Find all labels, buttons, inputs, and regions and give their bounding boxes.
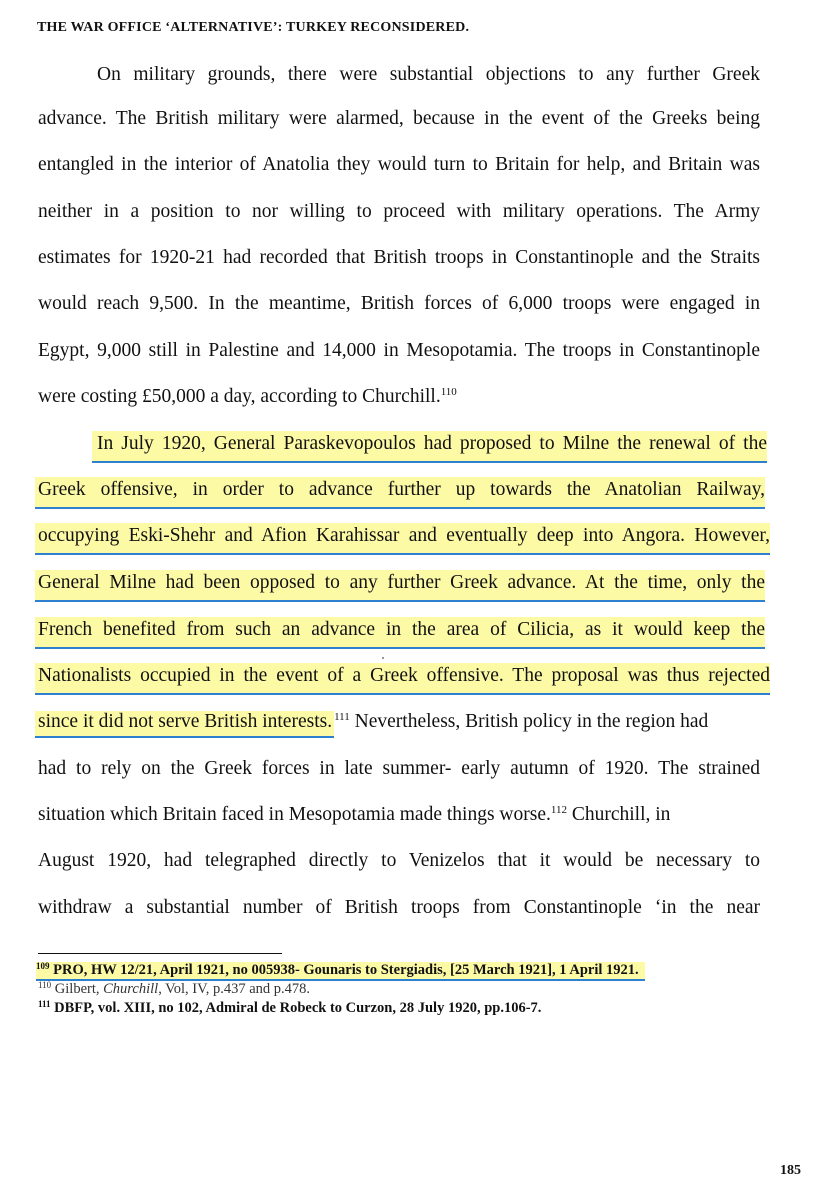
- footnote-109: [36, 962, 645, 979]
- highlighted-line-6: Nationalists occupied in the event of a Greek offensive. The proposal was thus rejected: [35, 663, 770, 695]
- paragraph2-line-7: [35, 709, 762, 735]
- paragraph1-line-6: would reach 9,500. In the meantime, British forces of 6,000 troops were engaged in: [38, 293, 760, 314]
- highlighted-line-7: since it did not serve British interests.: [35, 711, 334, 738]
- footnote-109-highlight: [36, 962, 645, 981]
- footnote-110-text-after: , Vol, IV, p.437 and p.478.: [158, 981, 311, 997]
- footnote-ref-112: 112: [550, 804, 567, 816]
- footnote-111-text: DBFP, vol. XIII, no 102, Admiral de Robeck to Curzon, 28 July 1920, pp.106-7.: [50, 1000, 542, 1016]
- paragraph1-line-5: estimates for 1920-21 had recorded that British troops in Constantinople and the Straits: [38, 247, 760, 268]
- footnote-109-text: PRO, HW 12/21, April 1921, no 005938- Gounaris to Stergiadis, [25 March 1921], 1 April 1921.: [49, 962, 639, 978]
- paragraph1-line-7: Egypt, 9,000 still in Palestine and 14,000 in Mesopotamia. The troops in Constantinople: [38, 340, 760, 361]
- footnote-110-title: Churchill: [103, 981, 159, 997]
- page-number: 185: [780, 1163, 801, 1178]
- highlighted-line-5: French benefited from such an advance in the area of Cilicia, as it would keep the: [35, 617, 765, 649]
- paragraph1-line-8-text: were costing £50,000 a day, according to Churchill.: [38, 386, 441, 407]
- paragraph1-line-8: [38, 384, 457, 410]
- highlighted-line-1: In July 1920, General Paraskevopoulos had proposed to Milne the renewal of the: [92, 431, 767, 463]
- footnote-ref-111: 111: [334, 711, 350, 723]
- footnote-separator: [38, 953, 282, 954]
- footnote-111-number: 111: [38, 999, 51, 1009]
- highlighted-line-3: occupying Eski-Shehr and Afion Karahissar and eventually deep into Angora. However,: [35, 523, 770, 555]
- paragraph1-line-1: On military grounds, there were substantial objections to any further Greek: [97, 64, 760, 85]
- running-head: THE WAR OFFICE ‘ALTERNATIVE’: TURKEY RECONSIDERED.: [37, 20, 470, 35]
- footnote-109-number: 109: [36, 961, 50, 971]
- paragraph2-line-10: August 1920, had telegraphed directly to Venizelos that it would be necessary to: [38, 850, 760, 871]
- footnote-110-number: 110: [38, 980, 52, 990]
- paragraph1-line-4: neither in a position to nor willing to proceed with military operations. The Army: [38, 201, 760, 222]
- footnote-110-text-before: Gilbert,: [51, 981, 104, 997]
- paragraph1-line-2: advance. The British military were alarmed, because in the event of the Greeks being: [38, 108, 760, 129]
- stray-mark: [382, 657, 384, 659]
- paragraph2-line-9-rest: Churchill, in: [566, 804, 671, 825]
- footnote-110: [38, 981, 310, 998]
- paragraph2-line-11: withdraw a substantial number of British troops from Constantinople ‘in the near: [38, 897, 760, 918]
- paragraph2-line-8: had to rely on the Greek forces in late summer- early autumn of 1920. The strained: [38, 758, 760, 779]
- highlighted-line-2: Greek offensive, in order to advance further up towards the Anatolian Railway,: [35, 477, 765, 509]
- footnote-111: [38, 1000, 541, 1017]
- paragraph2-line-7-rest: Nevertheless, British policy in the region had: [349, 711, 709, 732]
- paragraph2-line-9: [38, 802, 670, 828]
- footnote-ref-110: 110: [440, 386, 457, 398]
- highlighted-line-4: General Milne had been opposed to any further Greek advance. At the time, only the: [35, 570, 765, 602]
- paragraph1-line-3: entangled in the interior of Anatolia they would turn to Britain for help, and Britain was: [38, 154, 760, 175]
- paragraph2-line-9-text: situation which Britain faced in Mesopotamia made things worse.: [38, 804, 551, 825]
